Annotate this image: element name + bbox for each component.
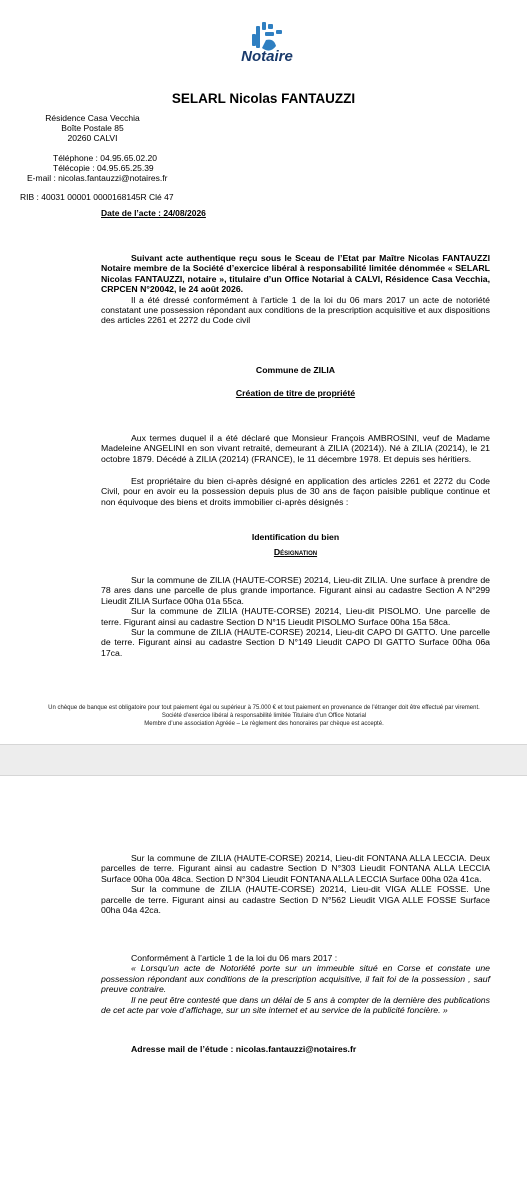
declaration-paragraph: Aux termes duquel il a été déclaré que Monsieur François AMBROSINI, veuf de Madame Madeleine ANGELINI en son vivant retraité, demeurant à ZILIA (20214)). Né à ZILIA (20214), le 21 octobre 1879. Décédé à ZILIA (20214) (FRANCE), le 11 décembre 1978. Et depuis ses héritiers. <box>101 433 490 464</box>
intro-bold: Suivant acte authentique reçu sous le Sceau de l’Etat par Maître Nicolas FANTAUZZI Notaire membre de la Société d’exercice libéral à responsabilité limitée dénommée « SELARL Nicolas FANTAUZZI, notaire », titulaire d’un Office Notarial à CALVI, Résidence Casa Vecchia, CRPCEN N°20042, le 24 août 2026. <box>101 253 490 295</box>
office-name: SELARL Nicolas FANTAUZZI <box>171 91 356 106</box>
date-acte: Date de l’acte : 24/08/2026 <box>101 208 206 218</box>
study-email: Adresse mail de l’étude : nicolas.fantauzzi@notaires.fr <box>131 1044 357 1054</box>
footer-line: Société d’exercice libéral à responsabilité limitée Titulaire d’un Office Notarial <box>161 713 367 719</box>
conforme-line: Conformément à l’article 1 de la loi du 06 mars 2017 : <box>131 953 338 963</box>
parcel-paragraph: Sur la commune de ZILIA (HAUTE-CORSE) 20214, Lieu-dit ZILIA. Une surface à prendre de 78 ares dans une parcelle de plus grande importance. Figurant ainsi au cadastre Section A N°299 Lieudit ZILIA Surface 00ha 01a 55ca. <box>101 575 490 606</box>
identification-heading: Identification du bien <box>251 532 340 542</box>
ownership-paragraph: Est propriétaire du bien ci-après désigné en application des articles 2261 et 2272 du Code Civil, pour en avoir eu la possession depuis plus de 30 ans de façon paisible publique continue et non équivoque des biens et droits immobilier ci-après désignés : <box>101 476 490 507</box>
intro-section <box>101 253 490 326</box>
legal-section <box>101 953 490 1015</box>
fax: Télécopie : 04.95.65.25.39 <box>53 163 154 173</box>
page-break <box>0 744 527 776</box>
parcel-paragraph: Sur la commune de ZILIA (HAUTE-CORSE) 20214, Lieu-dit CAPO DI GATTO. Une parcelle de terre. Figurant ainsi au cadastre Section D N°149 Lieudit CAPO DI GATTO Surface 00ha 06a 17ca. <box>101 627 490 658</box>
quote-paragraph: « Lorsqu’un acte de Notoriété porte sur un immeuble situé en Corse et constate une possession répondant aux conditions de la prescription acquisitive, il fait foi de la possession , sauf preuve contraire. <box>101 963 490 995</box>
parcel-paragraph: Sur la commune de ZILIA (HAUTE-CORSE) 20214, Lieu-dit FONTANA ALLA LECCIA. Deux parcelles de terre. Figurant ainsi au cadastre Section D N°303 Lieudit FONTANA ALLA LECCIA Surface 00ha 00a 48ca. Section D N°304 Lieudit FONTANA ALLA LECCIA Surface 00ha 02a 41ca. <box>101 853 490 884</box>
parcels-page1 <box>101 575 490 658</box>
logo-text: Notaire <box>241 48 293 65</box>
designation-heading: Désignation <box>273 547 318 557</box>
parcel-paragraph: Sur la commune de ZILIA (HAUTE-CORSE) 20214, Lieu-dit PISOLMO. Une parcelle de terre. Figurant ainsi au cadastre Section D N°15 Lieudit PISOLMO Surface 00ha 15a 58ca. <box>101 606 490 627</box>
email: E-mail : nicolas.fantauzzi@notaires.fr <box>27 173 168 183</box>
footer-line: Un chèque de banque est obligatoire pour tout paiement égal ou supérieur à 75.000 € et tout paiement en provenance de l'étranger doit être effectué par virement. <box>48 705 480 711</box>
quote-paragraph: Il ne peut être contesté que dans un délai de 5 ans à compter de la dernière des publications de cet acte par voie d’affichage, sur un site internet et au service de la publicité foncière. » <box>101 994 490 1016</box>
parcels-page2 <box>101 853 490 915</box>
address-block <box>40 113 145 143</box>
address-line: Résidence Casa Vecchia <box>45 113 140 123</box>
commune-heading: Commune de ZILIA <box>255 365 336 375</box>
footer <box>20 704 508 728</box>
parcel-paragraph: Sur la commune de ZILIA (HAUTE-CORSE) 20214, Lieu-dit VIGA ALLE FOSSE. Une parcelle de terre. Figurant ainsi au cadastre Section D N°562 Lieudit VIGA ALLE FOSSE Surface 00ha 04a 42ca. <box>101 884 490 916</box>
phone: Téléphone : 04.95.65.02.20 <box>53 153 157 163</box>
creation-heading: Création de titre de propriété <box>235 388 356 398</box>
address-line: 20260 CALVI <box>67 133 118 143</box>
intro-text: Il a été dressé conformément à l’article 1 de la loi du 06 mars 2017 un acte de notoriété constatant une possession répondant aux conditions de la prescription acquisitive et aux dispositions des articles 2261 et 2272 du Code civil <box>101 294 490 326</box>
rib: RIB : 40031 00001 0000168145R Clé 47 <box>20 192 174 202</box>
address-line: Boîte Postale 85 <box>61 123 124 133</box>
footer-line: Membre d’une association Agréée – Le règlement des honoraires par chèque est accepté. <box>144 721 384 727</box>
